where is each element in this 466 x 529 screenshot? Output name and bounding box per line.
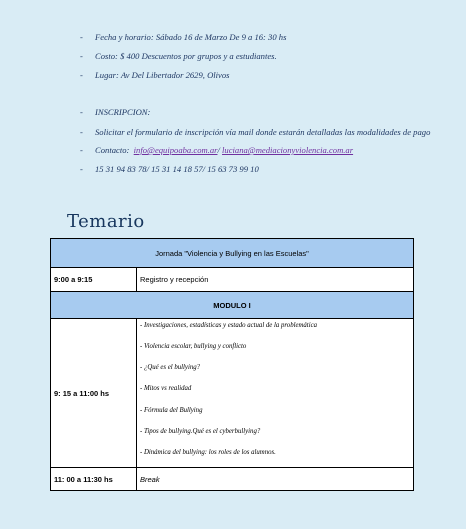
spacer	[80, 85, 450, 103]
email-separator: /	[217, 145, 220, 155]
email-link-luciana[interactable]: luciana@mediacionyviolencia.com.ar	[222, 145, 354, 155]
schedule-table	[50, 238, 414, 491]
contacto-label: Contacto:	[95, 145, 130, 155]
lugar-label: Lugar:	[95, 70, 119, 80]
module-row	[51, 292, 414, 319]
topic-item: - Violencia escolar, bullying y conflicto	[140, 343, 247, 351]
topic-item: - ¿Qué es el bullying?	[140, 364, 201, 372]
bullet-dash: -	[80, 32, 83, 42]
inscripcion-heading: INSCRIPCION:	[95, 107, 151, 117]
fecha-value: Sábado 16 de Marzo De 9 a 16: 30 hs	[155, 32, 287, 42]
topics-cell	[137, 319, 414, 468]
bullet-dash: -	[80, 164, 83, 174]
solicitar-text: Solicitar el formulario de inscripción vía mail donde estarán detalladas las modalidades de pago	[95, 127, 431, 137]
table-row	[51, 468, 414, 491]
bullet-dash: -	[80, 107, 83, 117]
solicitar-item	[80, 122, 450, 141]
topic-item: - Tipos de bullying.Qué es el cyberbullying?	[140, 427, 261, 435]
temario-heading: Temario	[67, 211, 145, 232]
telefonos-text: 15 31 94 83 78/ 15 31 14 18 57/ 15 63 73 99 10	[95, 164, 259, 174]
costo-item	[80, 47, 450, 66]
inscripcion-item	[80, 103, 450, 122]
topic-item: - Fórmula del Bullying	[140, 406, 203, 414]
activity-cell: Registro y recepción	[137, 268, 414, 292]
bullet-dash: -	[80, 51, 83, 61]
time-cell: 9: 15 a 11:00 hs	[51, 319, 137, 468]
contacto-item	[80, 141, 450, 160]
module-title: MODULO I	[51, 292, 414, 319]
time-cell: 9:00 a 9:15	[51, 268, 137, 292]
lugar-item	[80, 66, 450, 85]
topic-item: - Dinámica del bullying: los roles de los alumnos.	[140, 448, 276, 456]
bullet-dash: -	[80, 145, 83, 155]
bullet-dash: -	[80, 70, 83, 80]
topic-item: - Mitos vs realidad	[140, 385, 192, 393]
schedule-title: Jornada "Violencia y Bullying en las Escuelas"	[51, 239, 414, 268]
table-row	[51, 319, 414, 468]
fecha-label: Fecha y horario:	[95, 32, 154, 42]
time-cell: 11: 00 a 11:30 hs	[51, 468, 137, 491]
costo-value: $ 400 Descuentos por grupos y a estudiantes.	[120, 51, 277, 61]
telefonos-item	[80, 160, 450, 179]
topic-item: - Investigaciones, estadísticas y estado actual de la problemática	[140, 322, 317, 329]
bullet-dash: -	[80, 127, 83, 137]
lugar-value: Av Del Libertador 2629, Olivos	[120, 70, 230, 80]
topics-list	[140, 319, 410, 457]
email-link-info[interactable]: info@equipoaba.com.ar	[133, 145, 218, 155]
schedule-title-row	[51, 239, 414, 268]
table-row	[51, 268, 414, 292]
costo-label: Costo:	[95, 51, 118, 61]
activity-cell: Break	[137, 468, 414, 491]
fecha-item	[80, 28, 450, 47]
event-details-list	[80, 28, 450, 179]
